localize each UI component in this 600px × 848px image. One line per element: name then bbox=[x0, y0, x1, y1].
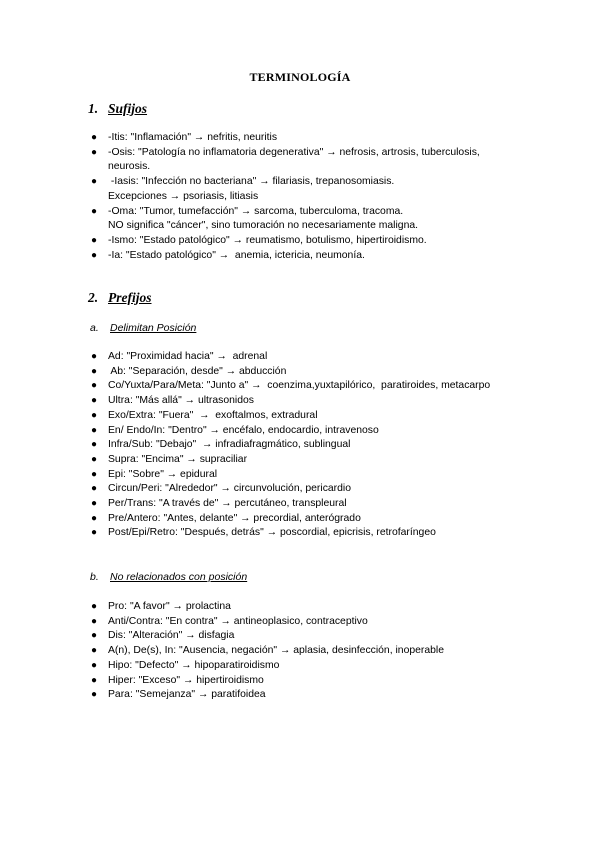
list-item: ● Dis: "Alteración" → disfagia bbox=[91, 629, 551, 644]
bullet-icon: ● bbox=[91, 527, 98, 539]
bullet-icon: ● bbox=[91, 395, 98, 407]
prefijos-posicion-list bbox=[91, 350, 551, 541]
bullet-icon: ● bbox=[91, 601, 98, 612]
list-item: ● Para: "Semejanza" → paratifoidea bbox=[91, 688, 551, 703]
list-item: ● -Iasis: "Infección no bacteriana" → filariasis, trepanosomiasis. Excepciones → psoriasis, litiasis bbox=[91, 176, 395, 202]
section-heading-prefijos bbox=[88, 290, 152, 306]
list-item: ● Per/Trans: "A través de" → percutáneo, transpleural bbox=[91, 497, 551, 512]
subsection-letter: a. bbox=[90, 322, 99, 334]
bullet-icon: ● bbox=[91, 630, 98, 642]
bullet-icon: ● bbox=[91, 205, 98, 217]
bullet-icon: ● bbox=[91, 674, 98, 686]
bullet-icon: ● bbox=[91, 380, 98, 392]
bullet-icon: ● bbox=[91, 132, 98, 143]
bullet-icon: ● bbox=[91, 365, 98, 377]
list-item: ● Ultra: "Más allá" → ultrasonidos bbox=[91, 394, 551, 409]
bullet-icon: ● bbox=[91, 424, 98, 436]
list-item: ● -Osis: "Patología no inflamatoria degenerativa" → nefrosis, artrosis, tuberculosis, neurosis. bbox=[91, 146, 480, 173]
bullet-icon: ● bbox=[91, 689, 98, 701]
bullet-icon: ● bbox=[91, 249, 98, 261]
bullet-icon: ● bbox=[91, 146, 98, 158]
section-heading-sufijos bbox=[88, 101, 147, 117]
bullet-icon: ● bbox=[91, 659, 98, 671]
list-item: ● Pro: "A favor" → prolactina bbox=[91, 600, 551, 615]
list-item: ● -Ismo: "Estado patológico" → reumatismo, botulismo, hipertiroidismo. bbox=[91, 234, 551, 249]
list-item: ● -Ia: "Estado patológico" → anemia, ictericia, neumonía. bbox=[91, 249, 551, 264]
list-item: ● Hipo: "Defecto" → hipoparatiroidismo bbox=[91, 659, 551, 674]
bullet-icon: ● bbox=[91, 176, 98, 188]
subsection-title: Delimitan Posición bbox=[110, 322, 197, 334]
bullet-icon: ● bbox=[91, 483, 98, 495]
list-item: ● -Itis: "Inflamación" → nefritis, neuritis bbox=[91, 131, 551, 146]
page-title: TERMINOLOGÍA bbox=[249, 70, 351, 84]
subsection-title: No relacionados con posición bbox=[110, 571, 248, 583]
bullet-icon: ● bbox=[91, 615, 98, 627]
subsection-heading-posicion bbox=[90, 322, 196, 334]
section-number: 2. bbox=[88, 290, 99, 305]
bullet-icon: ● bbox=[91, 468, 98, 480]
list-item: ● Supra: "Encima" → supraciliar bbox=[91, 453, 551, 468]
bullet-icon: ● bbox=[91, 409, 98, 421]
list-item: ● -Oma: "Tumor, tumefacción" → sarcoma, tuberculoma, tracoma. NO significa "cáncer", sino tumoración no necesariamente maligna. bbox=[91, 205, 419, 232]
bullet-icon: ● bbox=[91, 351, 98, 362]
list-item: ● A(n), De(s), In: "Ausencia, negación" → aplasia, desinfección, inoperable bbox=[91, 644, 551, 659]
bullet-icon: ● bbox=[91, 439, 98, 451]
bullet-icon: ● bbox=[91, 453, 98, 465]
list-item: ● Co/Yuxta/Para/Meta: "Junto a" → coenzima,yuxtapilórico, paratiroides, metacarpo bbox=[91, 379, 551, 394]
list-item: ● Exo/Extra: "Fuera" → exoftalmos, extradural bbox=[91, 409, 551, 424]
bullet-icon: ● bbox=[91, 512, 98, 524]
section-title: Sufijos bbox=[108, 101, 148, 116]
bullet-icon: ● bbox=[91, 645, 98, 657]
list-item: ● Ab: "Separación, desde" → abducción bbox=[91, 365, 551, 380]
list-item: ● Hiper: "Exceso" → hipertiroidismo bbox=[91, 674, 551, 689]
list-item: ● Pre/Antero: "Antes, delante" → precordial, anterógrado bbox=[91, 512, 551, 527]
section-number: 1. bbox=[88, 101, 99, 116]
sufijos-list bbox=[91, 131, 551, 263]
bullet-icon: ● bbox=[91, 498, 98, 510]
subsection-letter: b. bbox=[90, 571, 99, 583]
list-item: ● En/ Endo/In: "Dentro" → encéfalo, endocardio, intravenoso bbox=[91, 424, 551, 439]
subsection-heading-no-posicion bbox=[90, 571, 247, 583]
list-item: ● Anti/Contra: "En contra" → antineoplasico, contraceptivo bbox=[91, 615, 551, 630]
prefijos-no-posicion-list bbox=[91, 600, 551, 703]
list-item: ● Infra/Sub: "Debajo" → infradiafragmático, sublingual bbox=[91, 438, 551, 453]
list-item: ● Ad: "Proximidad hacia" → adrenal bbox=[91, 350, 551, 365]
list-item: ● Epi: "Sobre" → epidural bbox=[91, 468, 551, 483]
section-title: Prefijos bbox=[108, 290, 152, 305]
list-item: ● Circun/Peri: "Alrededor" → circunvolución, pericardio bbox=[91, 482, 551, 497]
bullet-icon: ● bbox=[91, 234, 98, 246]
list-item: ● Post/Epi/Retro: "Después, detrás" → poscordial, epicrisis, retrofaríngeo bbox=[91, 526, 551, 541]
